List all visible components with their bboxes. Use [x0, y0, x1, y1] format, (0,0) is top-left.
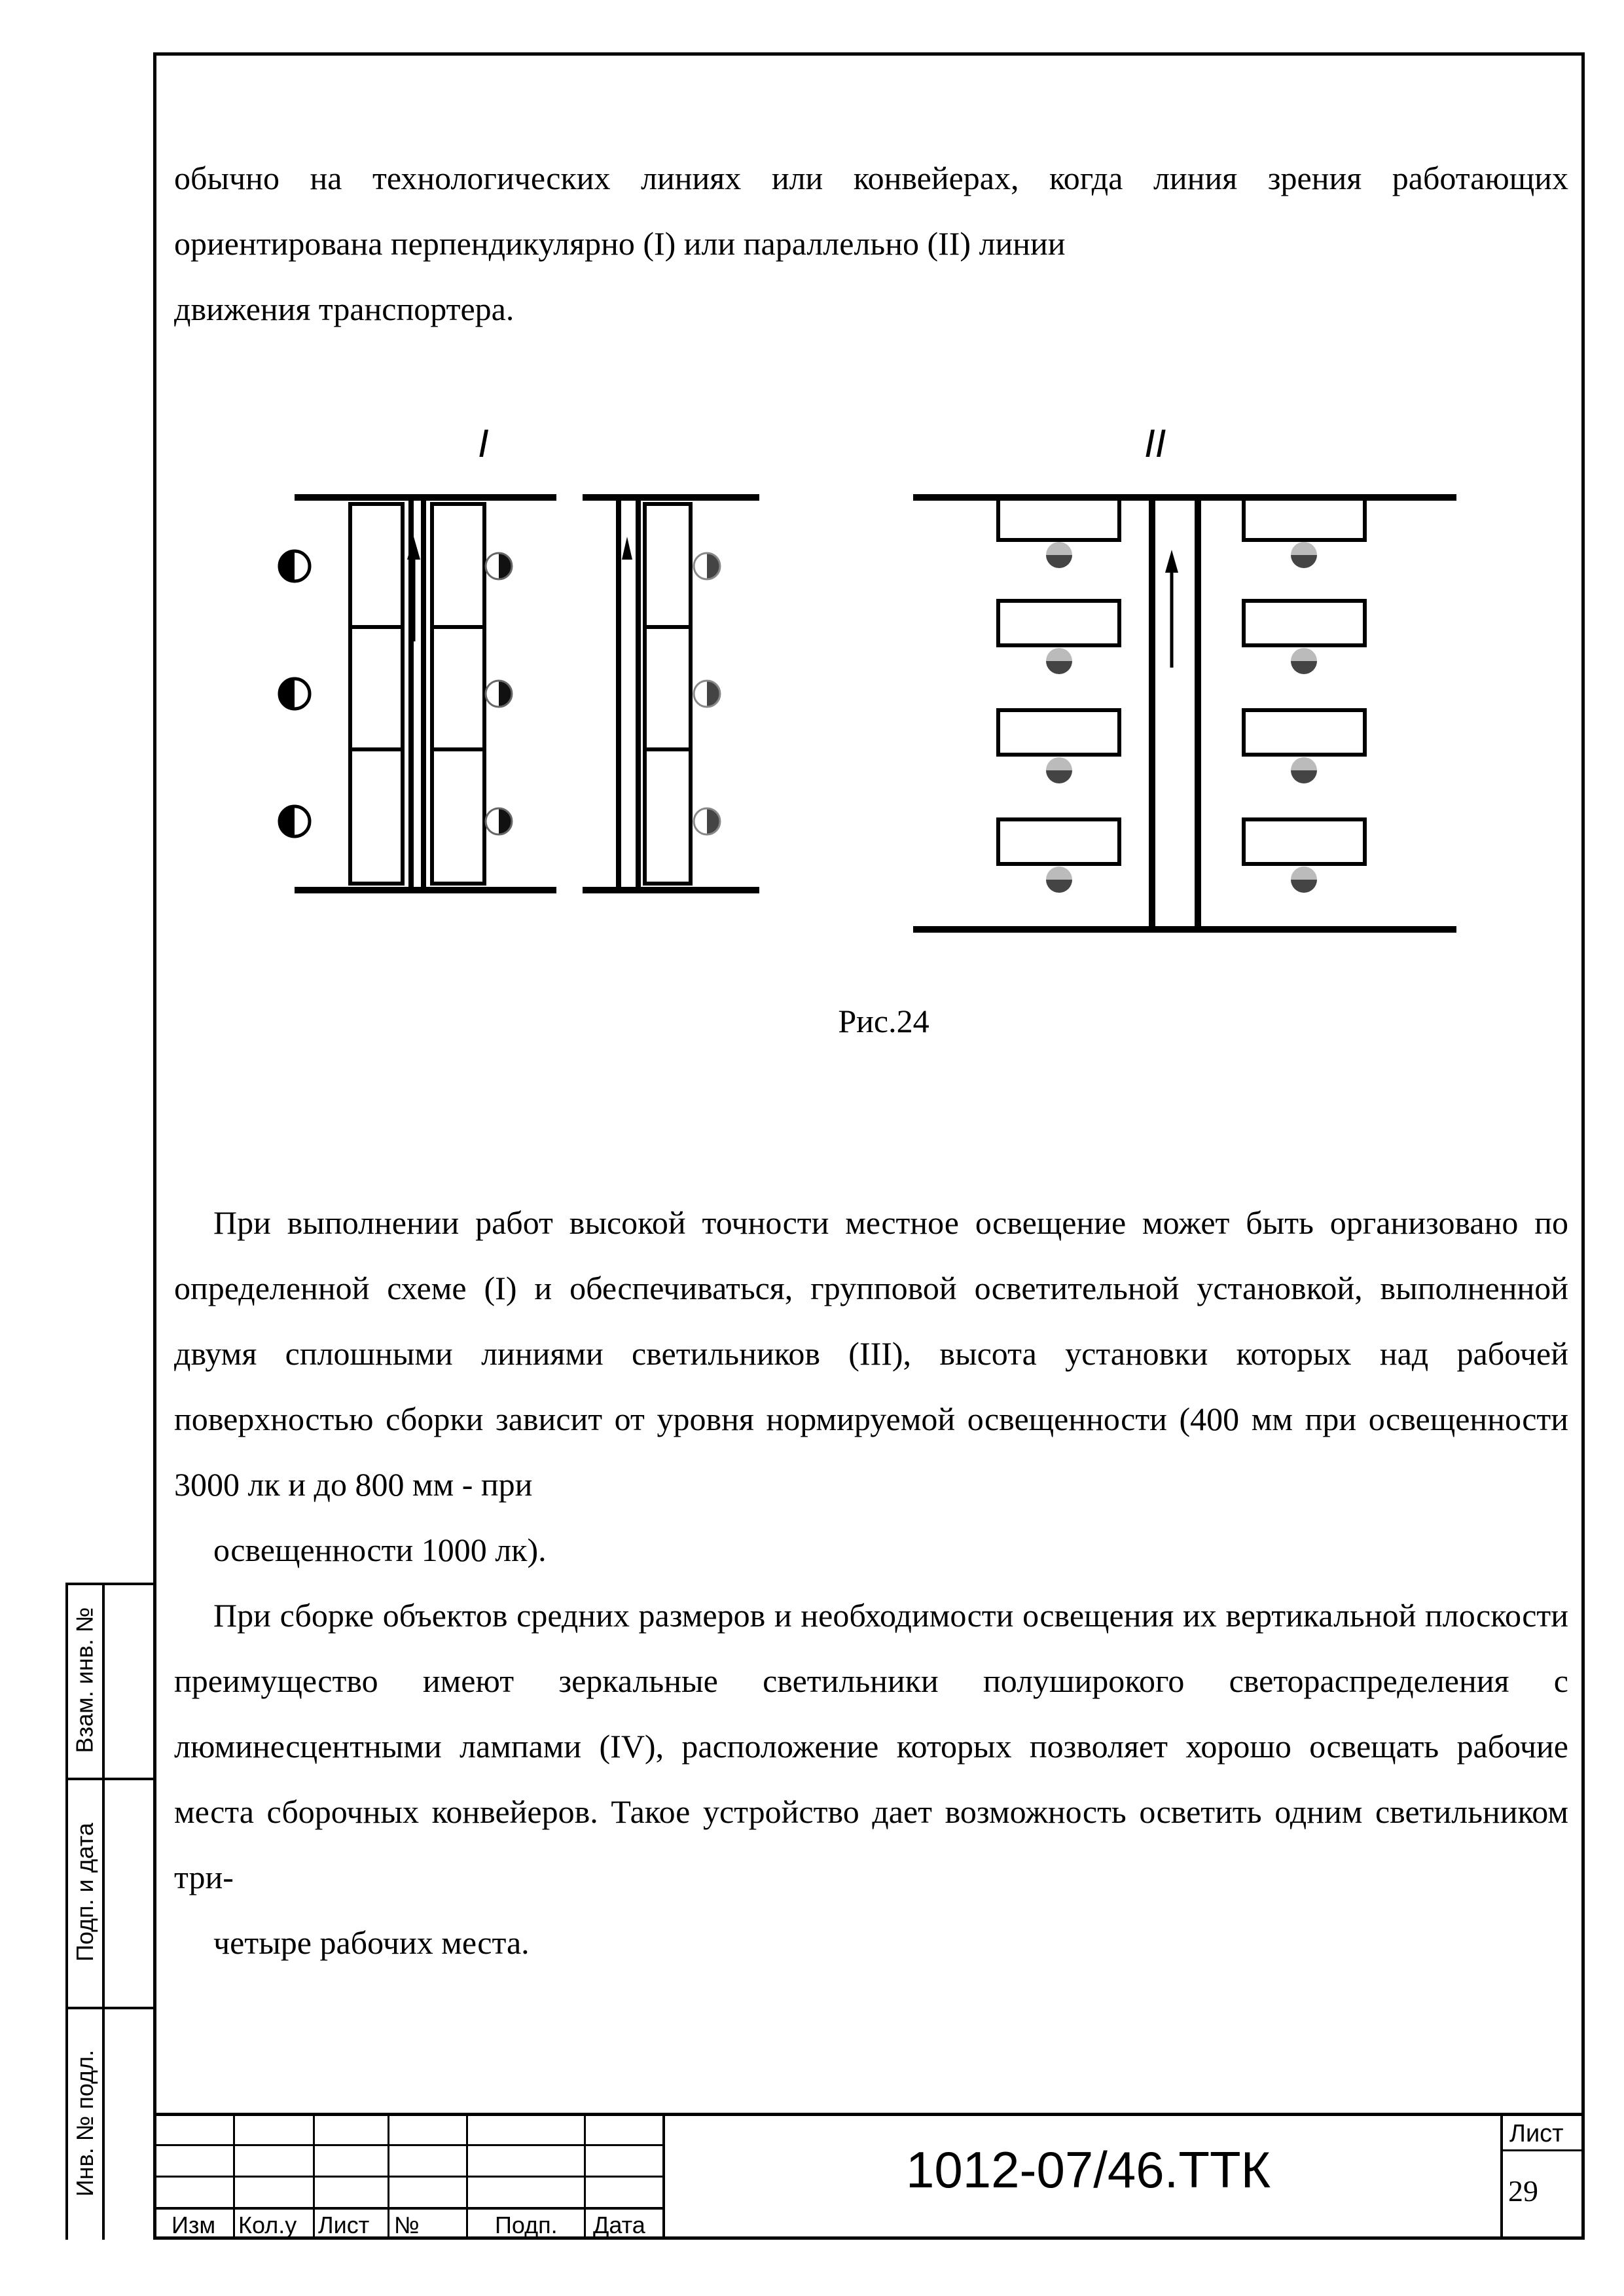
header-list: Лист	[318, 2212, 370, 2238]
paragraph-2-text: При выполнении работ высокой точности местное освещение может быть организовано по определенной схеме (I) и обеспечиваться, групповой осветительной установкой, выполненной двумя сплошными линиями светильников (III), высота установки которых над рабочей поверхностью сборки зависит от уровня нормируемой освещенности (400 мм при освещенности 3000 лк и до 800 мм - при	[174, 1204, 1568, 1503]
sheet-label: Лист	[1509, 2120, 1564, 2147]
paragraph-3-last-line: четыре рабочих места.	[213, 1924, 530, 1961]
figure-caption: Рис.24	[838, 1003, 929, 1039]
scheme-I	[295, 497, 759, 890]
scheme-II	[913, 497, 1456, 929]
header-izm: Изм	[171, 2212, 216, 2238]
workers-scheme-II	[1046, 542, 1317, 893]
header-kol: Кол.у	[238, 2212, 297, 2238]
document-code: 1012-07/46.ТТК	[906, 2141, 1271, 2198]
paragraph-1-text: обычно на технологических линиях или конвейерах, когда линия зрения работающих ориентирована перпендикулярно (I) или параллельно (II) линии	[174, 160, 1568, 262]
header-number: №	[394, 2212, 420, 2238]
figure-24	[262, 419, 1479, 956]
side-stamp	[65, 1583, 153, 2240]
header-podp: Подп.	[495, 2212, 558, 2238]
paragraph-1	[174, 145, 1568, 342]
lighting-scheme-diagram	[262, 419, 1479, 956]
side-label-vzam: Взам. инв. №	[71, 1607, 98, 1753]
label-II: II	[1144, 422, 1166, 465]
side-label-inv: Инв. № подл.	[71, 2049, 98, 2197]
paragraph-2-last-line: освещенности 1000 лк).	[213, 1532, 547, 1568]
header-data: Дата	[593, 2212, 645, 2238]
sheet-number: 29	[1508, 2174, 1538, 2208]
paragraph-2	[174, 1190, 1568, 1583]
paragraph-1-last-line: движения транспортера.	[174, 291, 514, 327]
label-I: I	[478, 422, 489, 465]
paragraph-3	[174, 1583, 1568, 1975]
title-block	[153, 2113, 1585, 2240]
paragraph-3-text: При сборке объектов средних размеров и необходимости освещения их вертикальной плоскости преимущество имеют зеркальные светильники полуширокого светораспределения с люминесцентными лампами (IV), расположение которых позволяет хорошо освещать рабочие места сборочных конвейеров. Такое устройство дает возможность осветить одним светильником три-	[174, 1597, 1568, 1895]
side-label-podp: Подп. и дата	[71, 1822, 98, 1962]
workers-scheme-I	[280, 551, 720, 836]
